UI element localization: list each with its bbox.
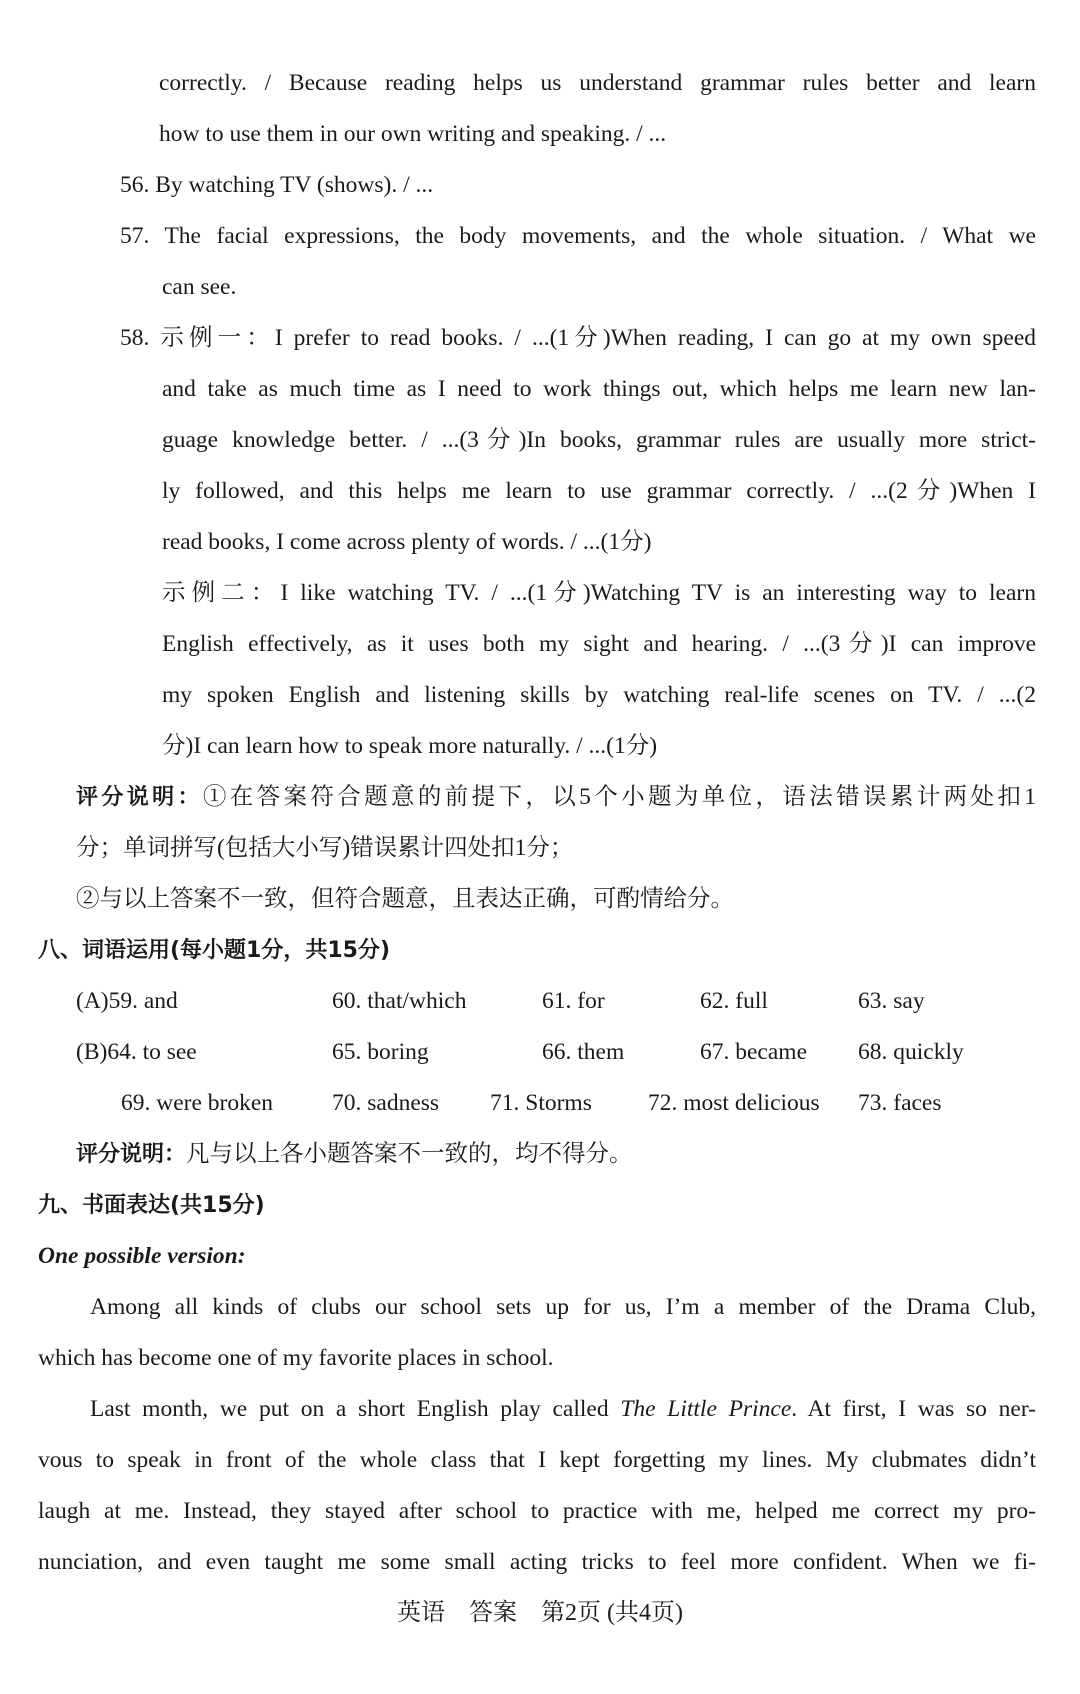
answer-grid-row (38, 1078, 1036, 1129)
grid-cell: 69. were broken (121, 1090, 274, 1116)
scoring-note-2: ②与以上答案不一致，但符合题意，且表达正确，可酌情给分。 (76, 886, 734, 912)
scoring-note-text: ①在答案符合题意的前提下，以5个小题为单位，语法错误累计两处扣1 (202, 784, 1036, 810)
grid-cell: (B)64. to see (76, 1039, 197, 1065)
essay-line: Among all kinds of clubs our school sets up for us, I’m a member of the Drama Club, (90, 1294, 1036, 1320)
essay-line: which has become one of my favorite places in school. (38, 1345, 554, 1371)
version-label: One possible version: (38, 1243, 246, 1269)
section-8-note (38, 1129, 1036, 1180)
essay-line: laugh at me. Instead, they stayed after school to practice with me, helped me correct my pro- (38, 1498, 1036, 1524)
grid-cell: 73. faces (858, 1090, 942, 1116)
text-line: 分)I can learn how to speak more naturally. / ...(1分) (162, 733, 658, 759)
essay-line: nunciation, and even taught me some small acting tricks to feel more confident. When we fi- (38, 1549, 1036, 1575)
scoring-note-text: 凡与以上各小题答案不一致的，均不得分。 (186, 1141, 633, 1167)
scoring-note-label: 评分说明： (76, 785, 203, 810)
section-9-heading: 九、书面表达(共15分) (38, 1193, 265, 1218)
section-8-heading: 八、词语运用(每小题1分，共15分) (38, 938, 391, 963)
scoring-note-label: 评分说明： (76, 1142, 187, 1167)
play-title: The Little Prince (620, 1396, 792, 1422)
essay-line: vous to speak in front of the whole class that I kept forgetting my lines. My clubmates didn’t (38, 1447, 1036, 1473)
page-footer: 英语 答案 第2页 (共4页) (397, 1600, 683, 1626)
grid-cell: 72. most delicious (648, 1090, 820, 1116)
answer-58-example-2: 示例二：I like watching TV. / ...(1分)Watching TV is an interesting way to learn (162, 580, 1036, 606)
essay-line (38, 1384, 1036, 1435)
answer-grid-row (38, 1027, 1036, 1078)
grid-cell: (A)59. and (76, 988, 178, 1014)
answer-57: 57. The facial expressions, the body movements, and the whole situation. / What we (120, 223, 1036, 249)
grid-cell: 67. became (700, 1039, 808, 1065)
essay-text: Last month, we put on a short English play called (90, 1396, 621, 1422)
answer-56: 56. By watching TV (shows). / ... (120, 172, 434, 198)
scoring-note-1 (38, 772, 1036, 823)
text-line: read books, I come across plenty of words. / ...(1分) (162, 529, 652, 555)
text-line: 分；单词拼写(包括大小写)错误累计四处扣1分； (76, 835, 574, 861)
text-line: English effectively, as it uses both my sight and hearing. / ...(3分)I can improve (162, 631, 1036, 657)
answer-58-example-1: 58. 示例一：I prefer to read books. / ...(1分)When reading, I can go at my own speed (120, 325, 1036, 351)
text-line: can see. (162, 274, 237, 300)
text-line: how to use them in our own writing and speaking. / ... (159, 121, 667, 147)
text-line: correctly. / Because reading helps us understand grammar rules better and learn (159, 70, 1036, 96)
grid-cell: 60. that/which (332, 988, 467, 1014)
answer-grid-row (38, 976, 1036, 1027)
text-line: ly followed, and this helps me learn to use grammar correctly. / ...(2分)When I (162, 478, 1036, 504)
grid-cell: 62. full (700, 988, 768, 1014)
grid-cell: 65. boring (332, 1039, 429, 1065)
text-line: guage knowledge better. / ...(3分)In books, grammar rules are usually more strict- (162, 427, 1036, 453)
grid-cell: 70. sadness (332, 1090, 440, 1116)
grid-cell: 68. quickly (858, 1039, 964, 1065)
text-line: my spoken English and listening skills by watching real-life scenes on TV. / ...(2 (162, 682, 1036, 708)
essay-text: . At first, I was so ner- (791, 1396, 1036, 1422)
grid-cell: 63. say (858, 988, 925, 1014)
text-line: and take as much time as I need to work things out, which helps me learn new lan- (162, 376, 1036, 402)
grid-cell: 66. them (542, 1039, 625, 1065)
grid-cell: 71. Storms (490, 1090, 592, 1116)
grid-cell: 61. for (542, 988, 605, 1014)
